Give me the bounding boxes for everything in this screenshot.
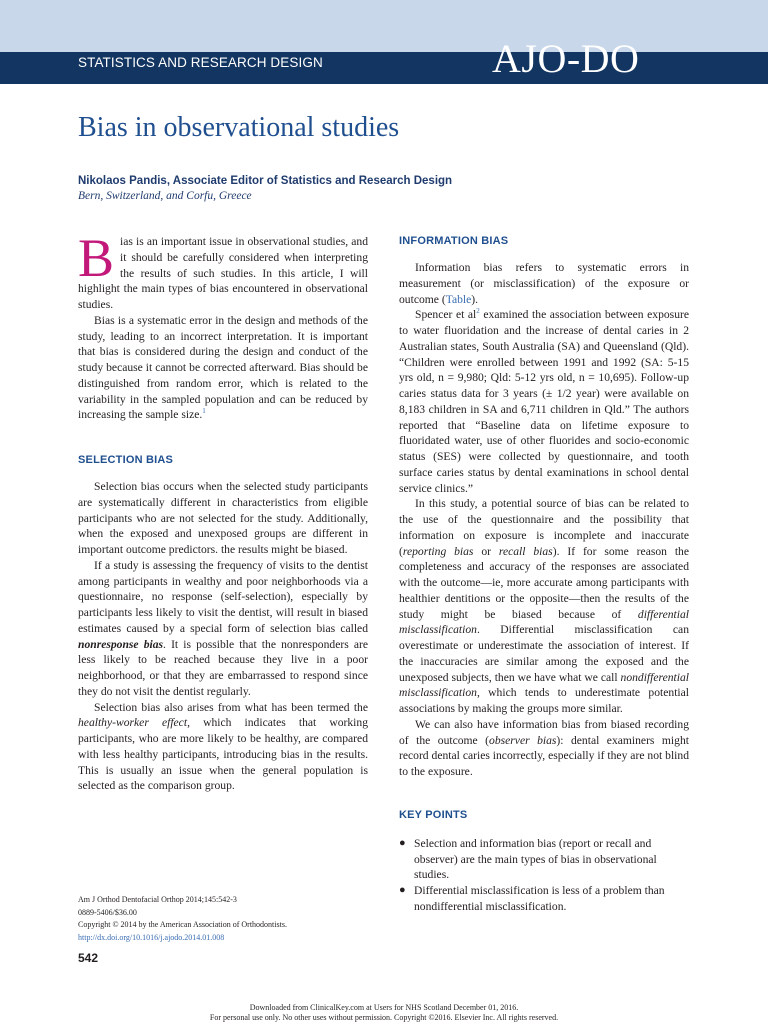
selection-paragraph-2 [78,558,368,700]
observer-bias-term: observer bias [489,733,557,747]
nonresponse-bias-term: nonresponse bias [78,637,164,651]
information-p3-text-c: . Differential misclassification can overestimate or underestimate the association of interest. If the inaccuracies are similar among the exposed and the unexposed subjects, then we have what we call [399,623,689,684]
left-column [78,228,368,794]
bias-definition-text: Bias is a systematic error in the design and methods of the study, leading to an incorrect interpretation. It is important that bias is considered during the design and conduct of the study because it cannot be corrected afterward. Bias should be distinguished from random error, which is related to the variability in the sampled population and can be reduced by increasing the sample size. [78,313,368,422]
information-p1-text-b: ). [471,292,479,306]
selection-p2-text-b: . It is possible that the nonresponders are less likely to be reached because they live in a poor neighborhood, or that they are embarrassed to respond since they do not visit the dentist regularly. [78,637,368,698]
list-item [399,883,689,915]
download-line-1: Downloaded from ClinicalKey.com at Users for NHS Scotland December 01, 2016. [249,1003,519,1012]
bias-definition-paragraph [78,313,368,423]
citation-line: Am J Orthod Dentofacial Orthop 2014;145:542-3 [78,895,237,904]
selection-paragraph-1: Selection bias occurs when the selected study participants are systematically different in characteristics from eligible participants who are not selected for the study. Additionally, when the exposed and unexposed groups are different in important outcome predictors. the results might be biased. [78,480,368,556]
journal-logo: AJO-DO [492,36,640,81]
information-p4-text-a: We can also have information bias from biased recording of the outcome ( [399,717,689,747]
key-point-text: Differential misclassification is less of a problem than nondifferential misclassification. [414,884,665,913]
right-column [399,234,689,915]
intro-text: ias is an important issue in observational studies, and it should be carefully considered when interpreting the results of such studies. In this article, I will highlight the main types of bias encountered in observational studies. [78,235,368,311]
section-label: STATISTICS AND RESEARCH DESIGN [78,55,323,70]
reference-2-link[interactable]: 2 [476,307,480,316]
information-p3-or: or [473,544,499,558]
intro-paragraph [78,228,368,313]
information-p3-text-b: ). If for some reason the completeness and accuracy of the responses are associated with the outcome—ie, more accurate among participants with healthier dentitions or the opposite—then the results of the study might be biased because of [399,544,689,621]
bullet-icon: ● [399,884,406,896]
information-p4-text-b: ): dental examiners might record dental caries incorrectly, especially if they are not blind to the exposure. [399,733,689,778]
information-paragraph-3 [399,496,689,717]
list-item [399,836,689,883]
information-paragraph-2 [399,307,689,496]
selection-paragraph-3 [78,700,368,795]
selection-bias-heading: SELECTION BIAS [78,454,174,466]
copyright-line: Copyright © 2014 by the American Association of Orthodontists. [78,920,287,929]
download-line-2: For personal use only. No other uses without permission. Copyright ©2016. Elsevier Inc. All rights reserved. [209,1013,559,1022]
information-p1-text-a: Information bias refers to systematic errors in measurement (or misclassification) of the exposure or outcome ( [399,261,689,306]
selection-p2-text-a: If a study is assessing the frequency of visits to the dentist among participants in wealthy and poor neighborhoods via a questionnaire, no response (self-selection), especially by participants less likely to visit the dentist, will result in biased estimates caused by a special form of selection bias called [78,558,368,635]
information-paragraph-1 [399,260,689,307]
page-number: 542 [78,951,99,965]
drop-cap: B [78,228,115,288]
key-points-list [399,836,689,915]
selection-p3-text-a: Selection bias also arises from what has been termed the [94,700,368,714]
affiliation: Bern, Switzerland, and Corfu, Greece [78,190,252,202]
reporting-bias-term: reporting bias [402,544,474,558]
reference-1-link[interactable]: 1 [202,407,206,416]
doi-link[interactable]: http://dx.doi.org/10.1016/j.ajodo.2014.01.008 [78,932,225,942]
bullet-icon: ● [399,836,406,849]
information-p3-text-d: , which tends to underestimate potential associations by making the groups more similar. [399,686,689,715]
download-notice [0,1003,768,1023]
nondifferential-misclassification-term: nondifferential misclassification [399,670,689,700]
information-p3-text-a: In this study, a potential source of bias can be related to the use of the questionnaire and the possibility that information on exposure is incomplete and inaccurate ( [399,497,689,558]
healthy-worker-term: healthy-worker effect [78,716,188,730]
information-paragraph-4 [399,717,689,780]
article-title: Bias in observational studies [78,112,400,143]
key-points-heading: KEY POINTS [399,808,468,821]
recall-bias-term: recall bias [498,544,553,558]
information-p2-text-b: examined the association between exposure to water fluoridation and the increase of dental caries in 2 Australian states, South Australia (SA) and Queensland (Qld). “Children were enrolled between 1991 and 1992 (SA: 5-15 yrs old, n = 9,980; Qld: 5-12 yrs old, n = 10,695). Follow-up caries status data for 3 years (± 1/2 year) were available on 8,183 children in SA and 6,711 children in Qld.” The authors reported that “Baseline data on lifetime exposure to fluoridated water, use of other fluorides and socio-economic status (SES) were collected by questionnaire, and tooth surface caries status by dental examinations in school dental service clinics.” [399,308,690,495]
table-link[interactable]: Table [445,292,472,306]
author-line: Nikolaos Pandis, Associate Editor of Statistics and Research Design [78,175,453,187]
information-bias-heading: INFORMATION BIAS [399,235,509,247]
key-point-text: Selection and information bias (report or recall and observer) are the main types of bias in observational studies. [414,836,657,882]
differential-misclassification-term: differential misclassification [399,607,689,637]
issn-line: 0889-5406/$36.00 [78,907,137,917]
selection-p3-text-b: , which indicates that working participants, who are more likely to be healthy, are compared with less healthy participants, introducing bias in the results. This is usually an issue when the general population is selected as the comparison group. [78,716,368,793]
citation-footer [78,894,368,944]
information-p2-text-a: Spencer et al [415,308,477,322]
